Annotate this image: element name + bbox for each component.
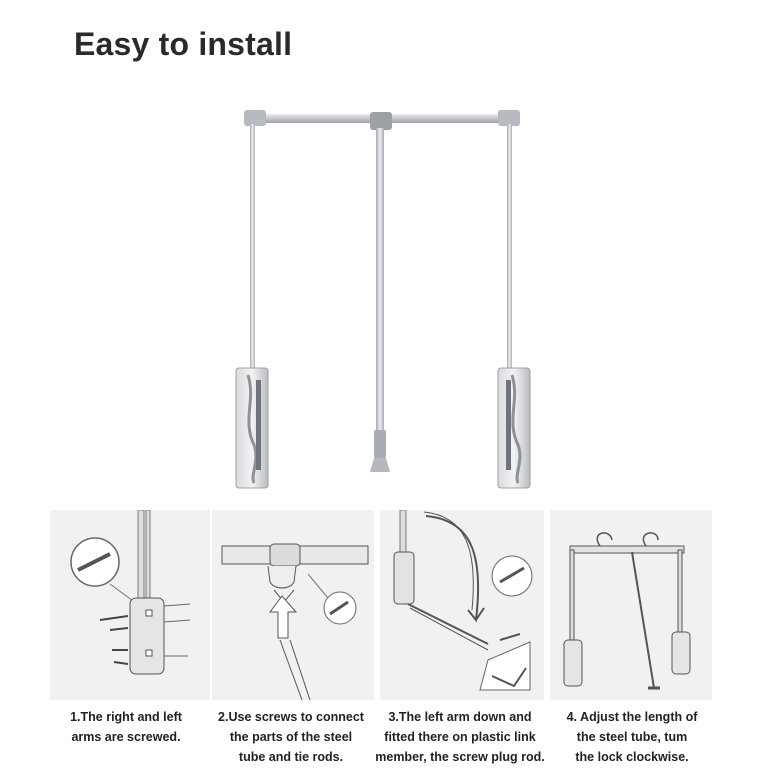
step-1-illustration xyxy=(50,510,210,700)
left-rod xyxy=(250,124,255,374)
step-4-illustration xyxy=(550,510,712,700)
product-image xyxy=(220,100,550,495)
page-title: Easy to install xyxy=(74,26,293,62)
center-handle xyxy=(374,430,386,458)
step-2-caption: 2.Use screws to connect the parts of the steel tube and tie rods. xyxy=(218,710,364,764)
center-pole xyxy=(376,128,384,438)
center-joint xyxy=(370,112,392,130)
step-2-illustration xyxy=(212,510,374,700)
right-rod xyxy=(507,124,512,374)
left-end-cap xyxy=(244,110,266,126)
right-end-cap xyxy=(498,110,520,126)
step-3-caption: 3.The left arm down and fitted there on plastic link member, the screw plug rod. xyxy=(375,710,545,764)
left-housing xyxy=(236,368,268,488)
step-3-illustration xyxy=(380,510,544,700)
handle-foot xyxy=(370,458,390,472)
step-4-caption: 4. Adjust the length of the steel tube, tum the lock clockwise. xyxy=(566,710,698,764)
step-1-caption: 1.The right and left arms are screwed. xyxy=(70,710,182,744)
